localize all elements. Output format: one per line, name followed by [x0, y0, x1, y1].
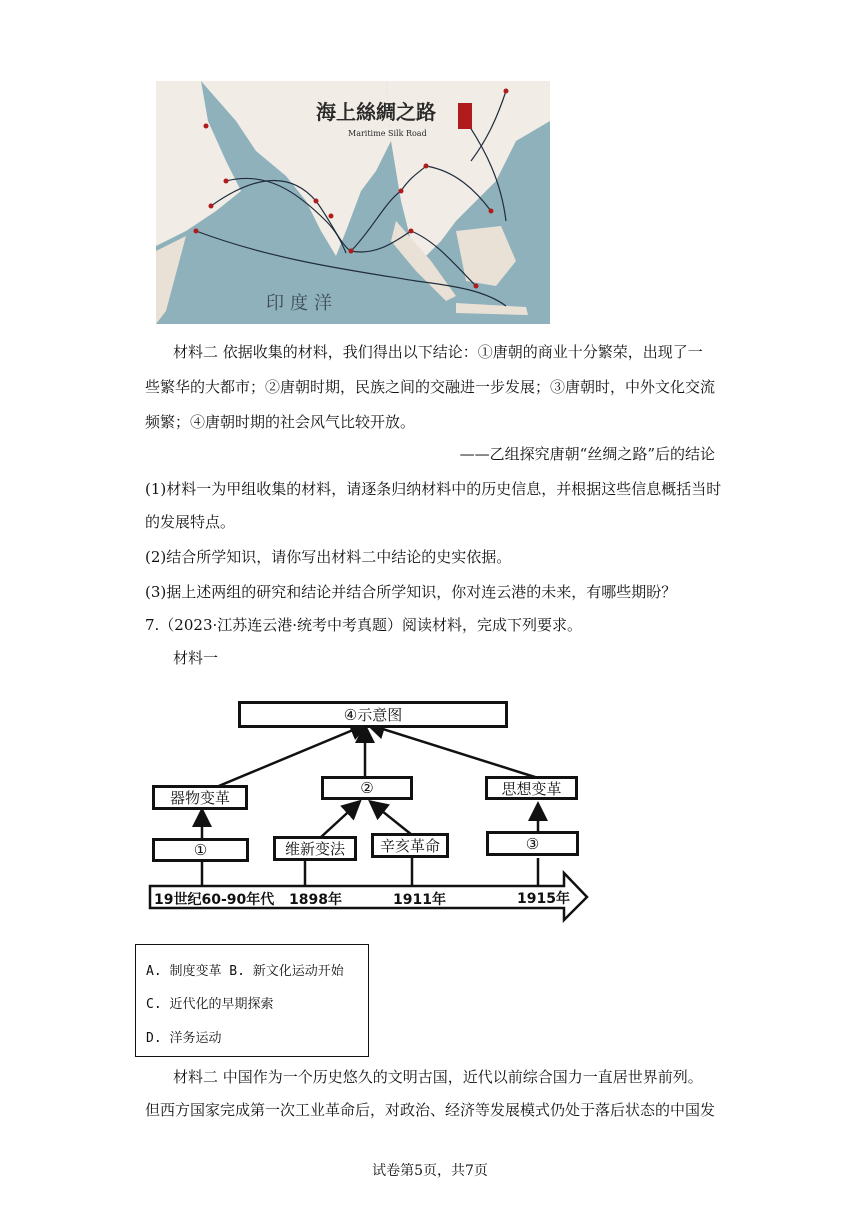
- option-d: D. 洋务运动: [146, 1031, 222, 1046]
- option-a-b: A. 制度变革 B. 新文化运动开始: [146, 964, 344, 979]
- diagram-box-2: ②: [321, 776, 413, 800]
- timeline-label-1: 19世纪60-90年代: [154, 892, 275, 908]
- question-7-header: 7.（2023·江苏连云港·统考中考真题）阅读材料，完成下列要求。: [145, 616, 583, 634]
- diagram-box-thought: 思想变革: [485, 776, 578, 800]
- option-c: C. 近代化的早期探索: [146, 997, 274, 1012]
- q7-material2-line-2: 但西方国家完成第一次工业革命后，对政治、经济等发展模式仍处于落后状态的中国发: [145, 1101, 716, 1119]
- map-title: 海上絲綢之路: [316, 100, 436, 124]
- map-seal: [458, 103, 472, 129]
- diagram-box-3: ③: [486, 831, 579, 856]
- material1-label: 材料一: [173, 649, 219, 667]
- timeline-label-2: 1898年: [289, 892, 342, 908]
- timeline-label-3: 1911年: [393, 892, 446, 908]
- ocean-label: 印度洋: [266, 293, 338, 314]
- map-subtitle: Maritime Silk Road: [348, 129, 427, 138]
- material2-line-2: 些繁华的大都市；②唐朝时期，民族之间的交融进一步发展；③唐朝时，中外文化交流: [145, 378, 716, 396]
- diagram-box-reform: 维新变法: [273, 836, 357, 861]
- diagram-box-1: ①: [152, 838, 249, 862]
- material2-line-3: 频繁；④唐朝时期的社会风气比较开放。: [145, 413, 416, 431]
- options-box: [135, 944, 369, 1057]
- timeline-label-4: 1915年: [517, 891, 570, 907]
- material2-source: ——乙组探究唐朝“丝绸之路”后的结论: [459, 445, 715, 463]
- question-2: (2)结合所学知识，请你写出材料二中结论的史实依据。: [145, 548, 512, 566]
- diagram-top-box: ④示意图: [238, 701, 508, 728]
- question-3: (3)据上述两组的研究和结论并结合所学知识，你对连云港的未来，有哪些期盼？: [145, 583, 677, 601]
- question-1-line-1: (1)材料一为甲组收集的材料，请逐条归纳材料中的历史信息，并根据这些信息概括当时: [145, 480, 722, 498]
- question-1-line-2: 的发展特点。: [145, 513, 236, 531]
- q7-material2-line-1: 材料二 中国作为一个历史悠久的文明古国，近代以前综合国力一直居世界前列。: [173, 1068, 703, 1086]
- material2-line-1: 材料二 依据收集的材料，我们得出以下结论：①唐朝的商业十分繁荣，出现了一: [173, 343, 703, 361]
- diagram-box-objects: 器物变革: [152, 785, 248, 810]
- diagram-box-revolution: 辛亥革命: [371, 833, 449, 858]
- maritime-silk-road-map: [156, 81, 550, 324]
- page-footer: 试卷第5页，共7页: [372, 1163, 488, 1179]
